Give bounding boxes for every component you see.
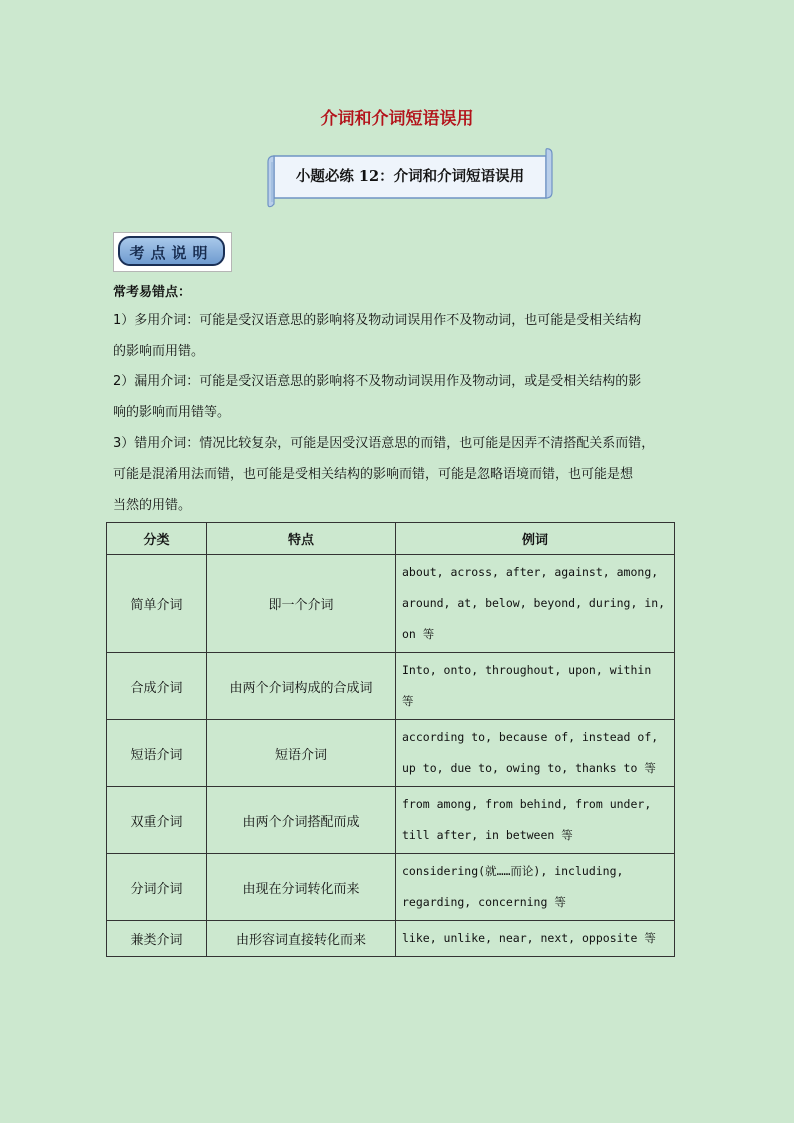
preposition-table — [106, 522, 675, 957]
banner-title: 小题必练 12：介词和介词短语误用 — [295, 168, 525, 185]
example-line: from among, from behind, from under, — [402, 797, 652, 811]
paragraph-line: 可能是混淆用法而错，也可能是受相关结构的影响而错，可能是忽略语境而错，也可能是想 — [113, 467, 634, 482]
cell-category: 兼类介词 — [107, 921, 207, 957]
cell-feature: 即一个介词 — [207, 555, 396, 653]
badge-label: 考点说明 — [129, 244, 214, 262]
example-line: up to, due to, owing to, thanks to 等 — [402, 761, 656, 775]
cell-examples — [396, 787, 675, 854]
cell-examples — [396, 653, 675, 720]
cell-examples — [396, 921, 675, 957]
example-line: regarding, concerning 等 — [402, 895, 566, 909]
cell-feature: 由两个介词构成的合成词 — [207, 653, 396, 720]
paragraph-line: 的影响而用错。 — [113, 344, 205, 359]
badge-plate — [118, 236, 225, 266]
cell-examples — [396, 555, 675, 653]
cell-category: 双重介词 — [107, 787, 207, 854]
header-examples: 例词 — [396, 523, 675, 555]
example-line: according to, because of, instead of, — [402, 730, 659, 744]
example-line: about, across, after, against, among, — [402, 565, 659, 579]
example-line: considering(就……而论), including, — [402, 864, 624, 878]
paragraph-1 — [113, 305, 683, 367]
example-line: Into, onto, throughout, upon, within 等 — [402, 663, 652, 708]
paragraph-line: 响的影响而用错等。 — [113, 405, 231, 420]
paragraph-line: 当然的用错。 — [113, 498, 192, 513]
table-row — [107, 854, 675, 921]
cell-examples — [396, 720, 675, 787]
table-row — [107, 787, 675, 854]
cell-category: 简单介词 — [107, 555, 207, 653]
paragraph-2 — [113, 366, 683, 428]
table-header-row — [107, 523, 675, 555]
cell-category: 合成介词 — [107, 653, 207, 720]
cell-feature: 由形容词直接转化而来 — [207, 921, 396, 957]
cell-category: 分词介词 — [107, 854, 207, 921]
table-row — [107, 555, 675, 653]
cell-category: 短语介词 — [107, 720, 207, 787]
example-line: around, at, below, beyond, during, in, — [402, 596, 666, 610]
paragraph-line: 1）多用介词：可能是受汉语意思的影响将及物动词误用作不及物动词，也可能是受相关结构 — [113, 313, 642, 328]
example-line: like, unlike, near, next, opposite 等 — [402, 931, 656, 945]
header-category: 分类 — [107, 523, 207, 555]
cell-feature: 短语介词 — [207, 720, 396, 787]
table-row — [107, 720, 675, 787]
header-feature: 特点 — [207, 523, 396, 555]
section-badge — [113, 232, 232, 272]
cell-feature: 由两个介词搭配而成 — [207, 787, 396, 854]
paragraph-line: 3）错用介词：情况比较复杂，可能是因受汉语意思的而错，也可能是因弄不清搭配关系而错， — [113, 436, 655, 451]
cell-feature: 由现在分词转化而来 — [207, 854, 396, 921]
table-row — [107, 921, 675, 957]
page-title: 介词和介词短语误用 — [320, 109, 474, 129]
paragraph-3 — [113, 428, 683, 521]
table-row — [107, 653, 675, 720]
paragraph-line: 2）漏用介词：可能是受汉语意思的影响将不及物动词误用作及物动词，或是受相关结构的影 — [113, 374, 642, 389]
cell-examples — [396, 854, 675, 921]
example-line: till after, in between 等 — [402, 828, 573, 842]
common-errors-heading: 常考易错点： — [113, 285, 192, 300]
title-scroll-banner — [266, 146, 554, 208]
example-line: on 等 — [402, 627, 435, 641]
